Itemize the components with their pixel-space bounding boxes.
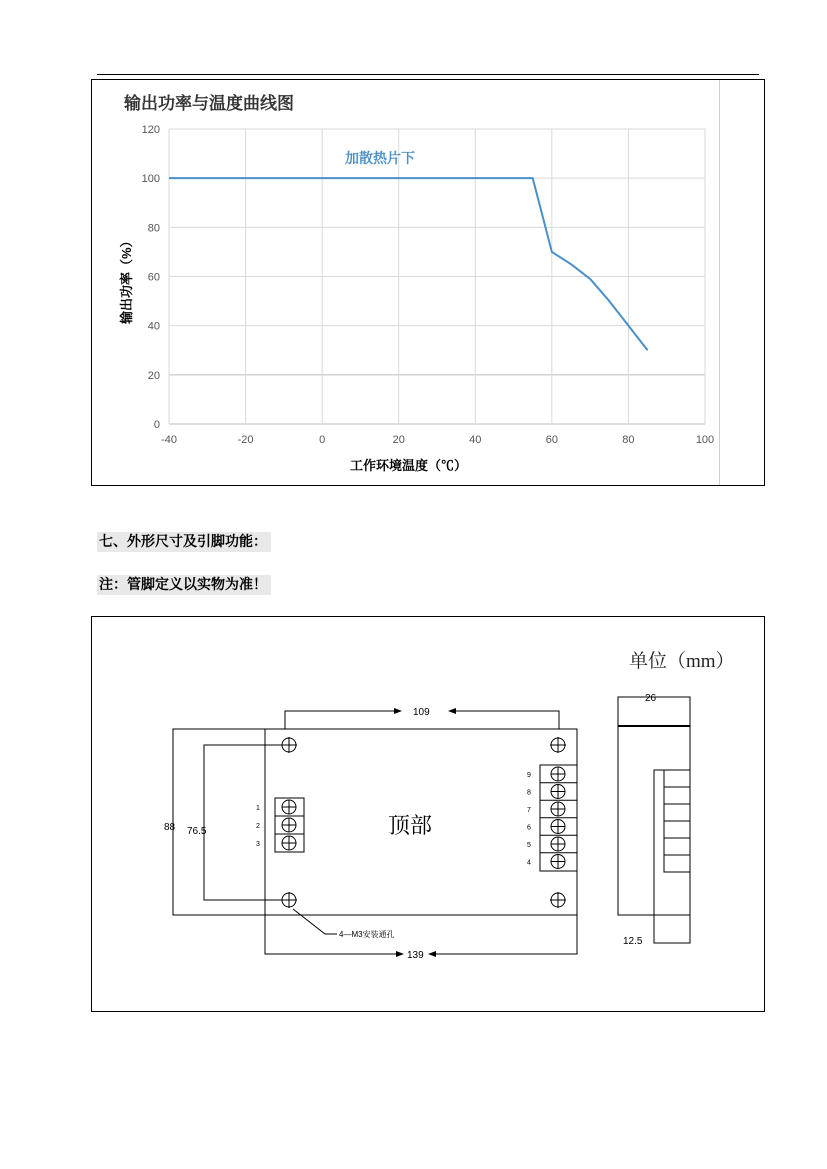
side-terminal-block bbox=[654, 770, 690, 943]
dim-height-holes: 76.5 bbox=[187, 826, 207, 837]
dim-width-holes-line-right bbox=[456, 711, 559, 729]
series-line bbox=[169, 178, 648, 350]
dim-width-total-line-right bbox=[436, 915, 577, 954]
pin-number: 6 bbox=[527, 824, 531, 832]
pin-number: 5 bbox=[527, 842, 531, 849]
pin-number: 2 bbox=[256, 823, 260, 830]
mount-hole bbox=[281, 737, 297, 753]
pin-number: 8 bbox=[527, 789, 531, 797]
y-tick-label: 0 bbox=[153, 419, 160, 431]
x-tick-label: -40 bbox=[161, 434, 177, 446]
pin-number: 7 bbox=[527, 807, 531, 814]
y-tick-label: 100 bbox=[141, 173, 160, 186]
dim-width-holes: 109 bbox=[413, 707, 430, 718]
unit-label: 单位（mm） bbox=[629, 651, 735, 672]
header-rule bbox=[97, 74, 759, 75]
series-layer bbox=[169, 178, 648, 350]
top-label: 顶部 bbox=[388, 813, 433, 838]
section-heading: 七、外形尺寸及引脚功能： bbox=[97, 532, 271, 552]
chart-svg bbox=[92, 80, 766, 487]
note-text: 注：管脚定义以实物为准！ bbox=[97, 575, 271, 595]
y-axis-label: 输出功率（%） bbox=[119, 234, 134, 324]
y-tick-label: 20 bbox=[147, 369, 160, 382]
pin-number: 4 bbox=[527, 859, 531, 867]
mount-hole-leader bbox=[293, 909, 337, 934]
chart-panel bbox=[91, 79, 765, 486]
dim-width-holes-line bbox=[285, 711, 394, 729]
x-tick-label: 40 bbox=[469, 434, 482, 446]
pin-number: 3 bbox=[256, 841, 260, 848]
arrow-head bbox=[448, 708, 456, 714]
y-tick-label: 60 bbox=[147, 271, 160, 284]
mount-hole bbox=[550, 737, 566, 753]
x-axis-label: 工作环境温度（℃） bbox=[350, 458, 468, 473]
x-tick-label: 60 bbox=[545, 434, 558, 446]
y-tick-label: 80 bbox=[147, 222, 160, 235]
x-tick-label: 20 bbox=[392, 434, 405, 446]
dim-width-total: 139 bbox=[407, 950, 424, 961]
dim-height-holes-line bbox=[204, 745, 285, 900]
right-pins bbox=[527, 767, 577, 869]
arrow-head bbox=[428, 951, 436, 957]
chart-annotation: 加散热片下 bbox=[345, 150, 415, 166]
y-tick-label: 120 bbox=[141, 124, 160, 136]
y-tick-label: 40 bbox=[147, 320, 160, 333]
x-tick-label: 80 bbox=[622, 434, 635, 446]
mount-hole bbox=[281, 892, 297, 908]
mount-hole bbox=[550, 892, 566, 908]
dim-height-total: 88 bbox=[164, 822, 176, 833]
mount-hole-label: 4—M3安装通孔 bbox=[339, 930, 395, 939]
pin-number: 9 bbox=[527, 772, 531, 779]
x-tick-label: 100 bbox=[695, 434, 715, 446]
arrow-head bbox=[396, 951, 404, 957]
x-tick-label: 0 bbox=[319, 434, 326, 446]
x-tick-label: -20 bbox=[237, 434, 254, 446]
dim-side-width: 26 bbox=[645, 693, 657, 704]
dimension-drawing-panel bbox=[91, 616, 765, 1012]
chart-title: 输出功率与温度曲线图 bbox=[124, 94, 294, 113]
dimension-drawing bbox=[92, 617, 766, 1013]
pin-number: 1 bbox=[256, 805, 260, 812]
arrow-head bbox=[394, 708, 402, 714]
grid-layer bbox=[169, 129, 705, 424]
dim-side-depth: 12.5 bbox=[623, 936, 643, 947]
dim-height-total-line bbox=[173, 729, 265, 915]
left-pins bbox=[256, 800, 304, 850]
